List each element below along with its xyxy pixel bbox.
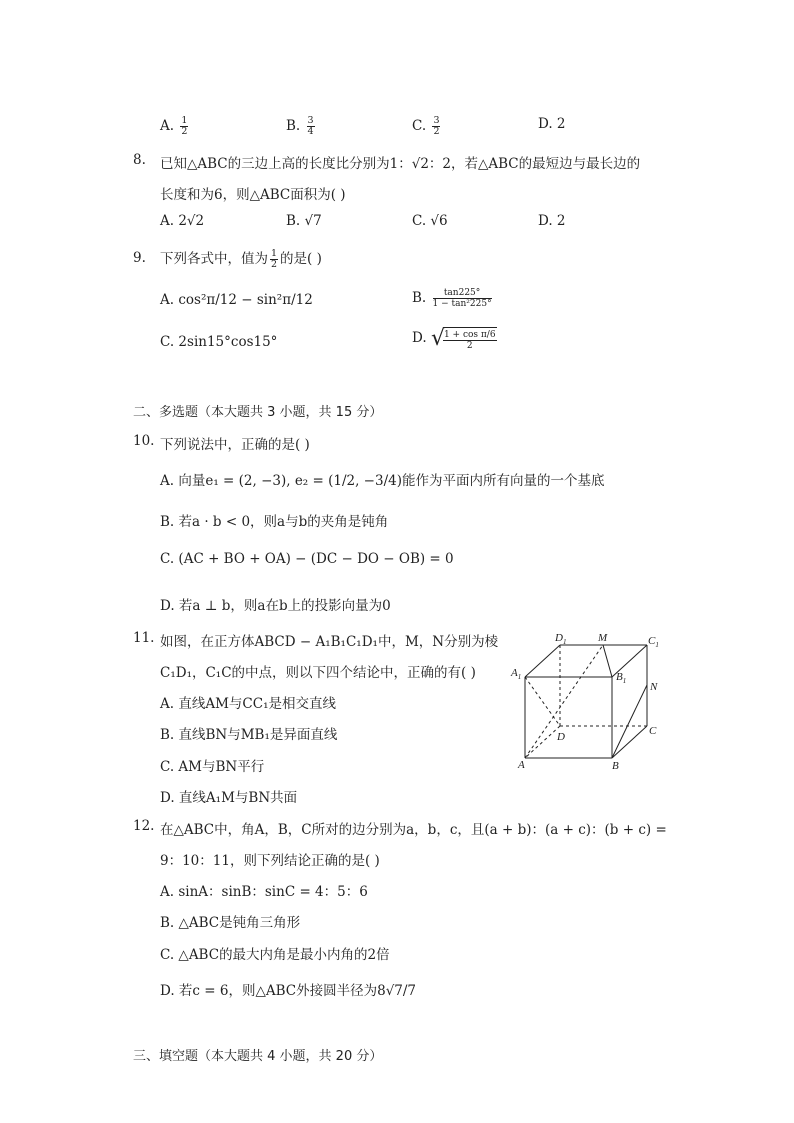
label-b: B <box>612 760 619 772</box>
fraction: $\frac{\text{1 + cos π/6}}{2}$ <box>443 327 497 351</box>
fraction: $\frac{3}{4}$ <box>307 115 314 137</box>
segment-a1d <box>525 677 560 726</box>
question-number: 9. <box>133 250 146 266</box>
cube-figure <box>505 628 670 773</box>
question-number: 10. <box>133 433 155 449</box>
fraction: $\frac{\tan 225^\circ}{\text{1 − tan²225°}}$ <box>432 288 492 309</box>
question-stem-line-1: 在△ABC中，角A，B，C所对的边分别为a，b，c，且(a + b)：(a + c)：(b + c) = <box>160 822 667 838</box>
q8-option-b: B. √7 <box>286 213 322 229</box>
question-stem-line-2: 9：10：11，则下列结论正确的是( ) <box>160 853 380 869</box>
label-d1: $D_1$ <box>555 632 567 646</box>
q7-option-d: D. 2 <box>538 116 566 132</box>
segment-bn <box>612 685 647 758</box>
question-number: 12. <box>133 818 155 834</box>
q11-option-d: D. 直线A₁M与BN共面 <box>160 790 298 806</box>
q11-option-b: B. 直线BN与MB₁是异面直线 <box>160 727 338 743</box>
question-number: 11. <box>133 630 155 646</box>
q7-option-b: B. $\frac{3}{4}$ <box>286 115 314 137</box>
fraction: $\frac{1}{2}$ <box>271 248 278 270</box>
question-stem: 下列说法中，正确的是( ) <box>160 437 310 453</box>
label-d: D <box>557 731 565 743</box>
q8-option-a: A. 2√2 <box>160 213 205 229</box>
question-stem-line-1: 已知△ABC的三边上高的长度比分别为1：√2：2，若△ABC的最短边与最长边的 <box>160 156 641 172</box>
question-stem-line-1: 如图，在正方体ABCD − A₁B₁C₁D₁中，M，N分别为棱 <box>160 634 499 650</box>
q12-option-a: A. sinA：sinB：sinC = 4：5：6 <box>160 884 368 900</box>
edge <box>612 726 647 758</box>
q10-option-b: B. 若a · b < 0，则a与b的夹角是钝角 <box>160 514 389 530</box>
q9-option-d: D. √ $\frac{\text{1 + cos π/6}}{2}$ <box>412 326 496 351</box>
fraction: $\frac{1}{2}$ <box>181 115 188 137</box>
label-a1: $A_1$ <box>511 667 522 681</box>
q12-option-b: B. △ABC是钝角三角形 <box>160 915 301 931</box>
q10-option-d: D. 若a ⊥ b，则a在b上的投影向量为0 <box>160 598 391 614</box>
q9-option-a: A. cos²π/12 − sin²π/12 <box>160 292 313 308</box>
q10-option-a: A. 向量e₁ = (2, −3), e₂ = (1/2, −3/4)能作为平面内所有向量的一个基底 <box>160 473 605 489</box>
segment-mb1 <box>603 645 612 677</box>
q7-option-a: A. $\frac{1}{2}$ <box>160 115 188 137</box>
edge <box>525 645 560 677</box>
q11-option-a: A. 直线AM与CC₁是相交直线 <box>160 696 336 712</box>
fraction: $\frac{3}{2}$ <box>433 115 440 137</box>
section-heading: 三、填空题（本大题共 4 小题，共 20 分） <box>133 1049 383 1064</box>
hidden-edge <box>525 726 560 758</box>
q12-option-c: C. △ABC的最大内角是最小内角的2倍 <box>160 947 390 963</box>
label-b1: $B_1$ <box>616 671 627 685</box>
section-heading: 二、多选题（本大题共 3 小题，共 15 分） <box>133 405 383 420</box>
q9-option-b: B. $\frac{\tan 225^\circ}{\text{1 − tan²225°}}$ <box>412 288 492 309</box>
question-stem: 下列各式中，值为 $\frac{1}{2}$ 的是( ) <box>160 248 322 270</box>
question-number: 8. <box>133 152 146 168</box>
q8-option-c: C. √6 <box>412 213 448 229</box>
label-m: M <box>598 632 608 644</box>
q7-option-c: C. $\frac{3}{2}$ <box>412 115 440 137</box>
q8-option-d: D. 2 <box>538 213 566 229</box>
label-n: N <box>650 681 658 693</box>
label-c1: $C_1$ <box>648 635 659 649</box>
question-stem-line-2: 长度和为6，则△ABC面积为( ) <box>160 187 346 203</box>
sqrt-icon: √ <box>430 326 445 351</box>
question-stem-line-2: C₁D₁，C₁C的中点，则以下四个结论中，正确的有( ) <box>160 665 476 681</box>
q10-option-c: C. (AC + BO + OA) − (DC − DO − OB) = 0 <box>160 551 454 567</box>
q11-option-c: C. AM与BN平行 <box>160 759 265 775</box>
label-c: C <box>649 725 657 737</box>
q12-option-d: D. 若c = 6，则△ABC外接圆半径为8√7/7 <box>160 983 417 999</box>
label-a: A <box>518 759 525 771</box>
q9-option-c: C. 2sin15°cos15° <box>160 334 278 350</box>
